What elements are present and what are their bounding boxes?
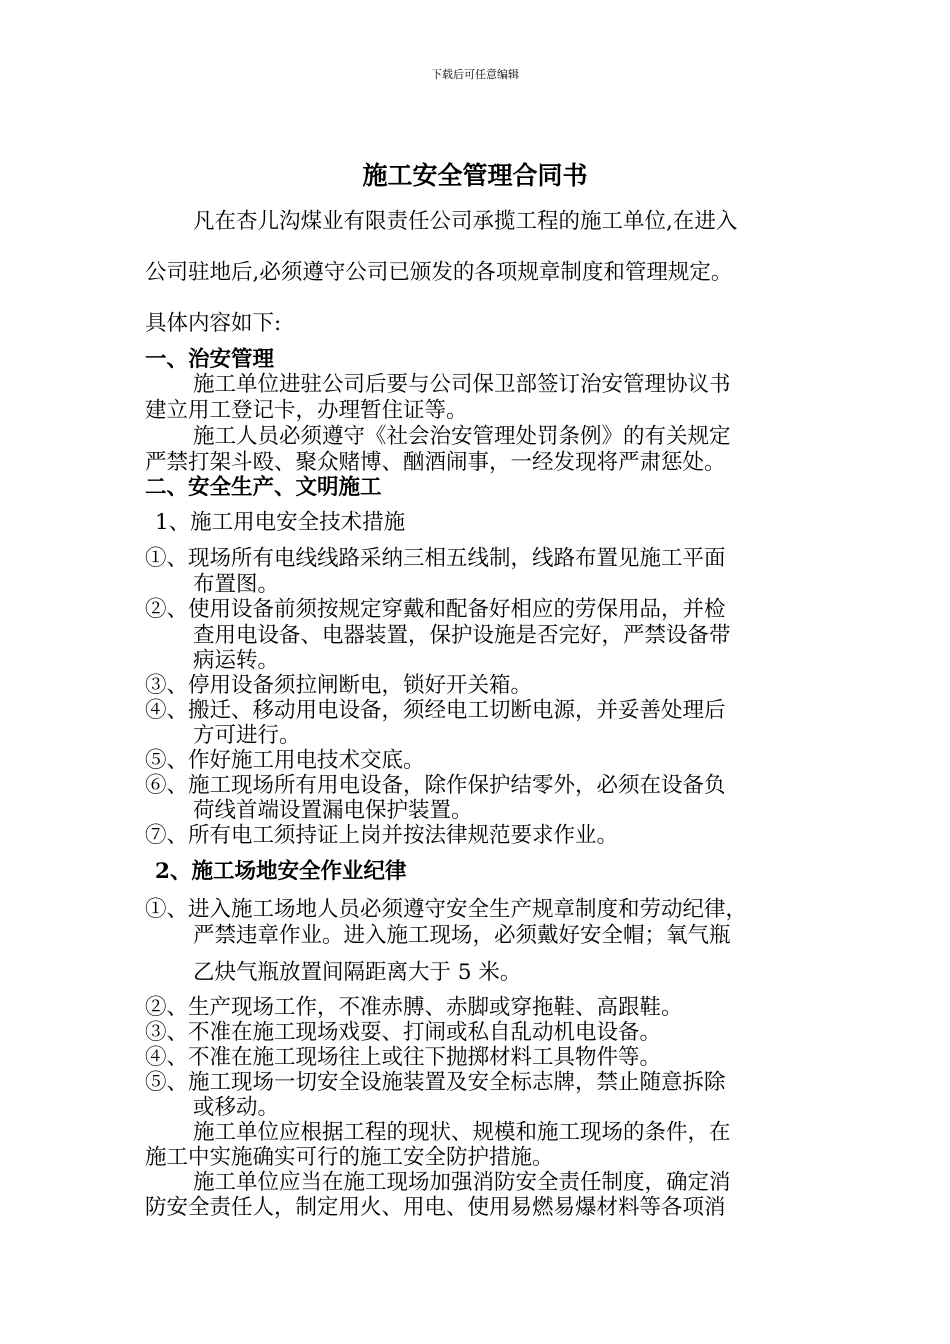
list-item-cont: 荷线首端设置漏电保护装置。	[193, 798, 473, 823]
list-item-cont: 严禁违章作业。进入施工现场，必须戴好安全帽；氧气瓶	[193, 923, 731, 948]
list-item: ②、生产现场工作，不准赤膊、赤脚或穿拖鞋、高跟鞋。	[145, 995, 683, 1020]
subsection-heading: 1、施工用电安全技术措施	[155, 510, 406, 535]
document-title: 施工安全管理合同书	[362, 161, 588, 190]
paragraph-line: 施工单位应当在施工现场加强消防安全责任制度，确定消	[193, 1170, 731, 1195]
list-item: ⑤、施工现场一切安全设施装置及安全标志牌，禁止随意拆除	[145, 1070, 726, 1095]
list-item-cont: 病运转。	[193, 648, 280, 673]
list-item: ⑥、施工现场所有用电设备，除作保护结零外，必须在设备负	[145, 773, 726, 798]
list-item: ③、停用设备须拉闸断电，锁好开关箱。	[145, 673, 533, 698]
subsection-heading: 2、施工场地安全作业纪律	[155, 859, 407, 884]
section-heading: 二、安全生产、文明施工	[145, 475, 382, 500]
paragraph-line: 施工中实施确实可行的施工安全防护措施。	[145, 1145, 554, 1170]
list-item: ④、搬迁、移动用电设备，须经电工切断电源，并妥善处理后	[145, 698, 726, 723]
list-item: ⑦、所有电工须持证上岗并按法律规范要求作业。	[145, 823, 619, 848]
list-item: ①、现场所有电线线路采纳三相五线制，线路布置见施工平面	[145, 546, 726, 571]
list-item: ⑤、作好施工用电技术交底。	[145, 748, 425, 773]
paragraph-line: 防安全责任人，制定用火、用电、使用易燃易爆材料等各项消	[145, 1195, 726, 1220]
list-item: ①、进入施工场地人员必须遵守安全生产规章制度和劳动纪律，	[145, 897, 748, 922]
paragraph-line: 施工单位应根据工程的现状、规模和施工现场的条件，在	[193, 1120, 731, 1145]
paragraph-line: 严禁打架斗殴、聚众赌博、酗酒闹事，一经发现将严肃惩处。	[145, 450, 726, 475]
paragraph-line: 建立用工登记卡，办理暂住证等。	[145, 398, 468, 423]
paragraph-line: 凡在杏儿沟煤业有限责任公司承揽工程的施工单位,在进入	[193, 209, 738, 234]
paragraph-line: 公司驻地后,必须遵守公司已颁发的各项规章制度和管理规定。	[145, 260, 733, 285]
list-item: ④、不准在施工现场往上或往下抛掷材料工具物件等。	[145, 1045, 662, 1070]
list-item-cont: 乙炔气瓶放置间隔距离大于 5 米。	[193, 960, 522, 985]
list-item-cont: 布置图。	[193, 572, 280, 597]
header-note: 下载后可任意编辑	[431, 68, 519, 81]
list-item-cont: 或移动。	[193, 1095, 280, 1120]
paragraph-line: 施工单位进驻公司后要与公司保卫部签订治安管理协议书	[193, 372, 731, 397]
paragraph-line: 具体内容如下:	[145, 311, 282, 336]
list-item: ③、不准在施工现场戏耍、打闹或私自乱动机电设备。	[145, 1020, 662, 1045]
list-item: ②、使用设备前须按规定穿戴和配备好相应的劳保用品，并检	[145, 597, 726, 622]
list-item-cont: 方可进行。	[193, 723, 301, 748]
list-item-cont: 查用电设备、电器装置，保护设施是否完好，严禁设备带	[193, 623, 731, 648]
paragraph-line: 施工人员必须遵守《社会治安管理处罚条例》的有关规定	[193, 424, 731, 449]
section-heading: 一、治安管理	[145, 347, 275, 372]
